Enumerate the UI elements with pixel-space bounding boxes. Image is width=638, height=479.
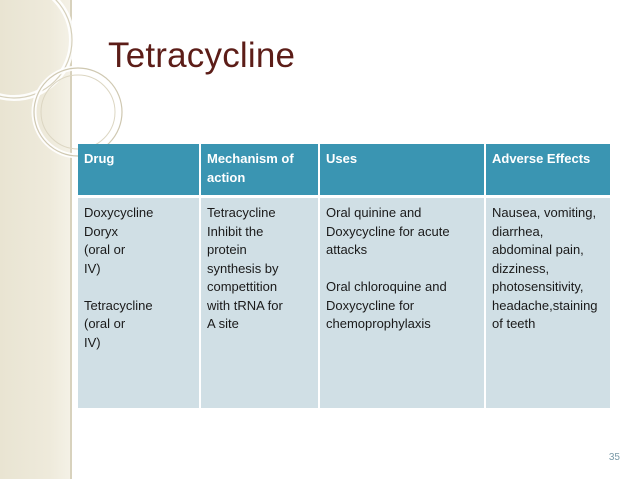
cell-uses: Oral quinine and Doxycycline for acute attacks Oral chloroquine and Doxycycline for chemoprophylaxis — [319, 197, 485, 408]
header-drug: Drug — [78, 144, 200, 197]
page-number: 35 — [608, 452, 620, 463]
header-mechanism: Mechanism of action — [200, 144, 319, 197]
slide-title: Tetracycline — [108, 36, 296, 75]
header-uses: Uses — [319, 144, 485, 197]
table-header-row — [78, 144, 610, 197]
table-row — [78, 197, 610, 408]
cell-adverse-effects: Nausea, vomiting, diarrhea, abdominal pain, dizziness, photosensitivity, headache,staining of teeth — [485, 197, 610, 408]
header-adverse-effects: Adverse Effects — [485, 144, 610, 197]
drug-table — [78, 144, 610, 408]
cell-drug: Doxycycline Doryx (oral or IV) Tetracycline (oral or IV) — [78, 197, 200, 408]
cell-mechanism: Tetracycline Inhibit the protein synthesis by compettition with tRNA for A site — [200, 197, 319, 408]
